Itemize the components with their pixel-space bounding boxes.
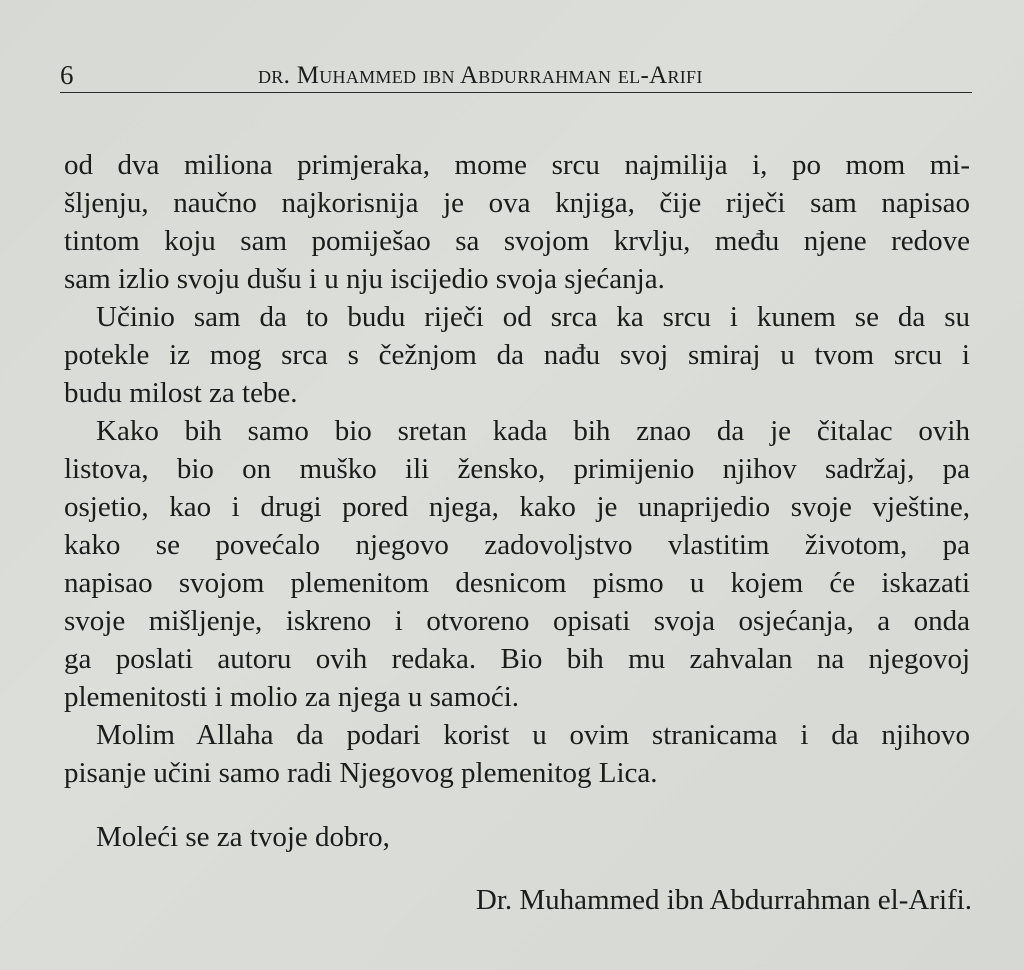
text-line: kako se povećalo njegovo zadovoljstvo vlastitim životom, pa [64, 529, 970, 561]
closing-line: Moleći se za tvoje dobro, [96, 821, 390, 853]
text-line: plemenitosti i molio za njega u samoći. [64, 681, 520, 713]
text-line: Kako bih samo bio sretan kada bih znao da je čitalac ovih [96, 415, 970, 447]
text-line: Molim Allaha da podari korist u ovim stranicama i da njihovo [96, 719, 970, 751]
body-text [64, 146, 970, 792]
text-line: Učinio sam da to budu riječi od srca ka srcu i kunem se da su [96, 301, 970, 333]
text-line: osjetio, kao i drugi pored njega, kako je unaprijedio svoje vještine, [64, 491, 970, 523]
text-line: listova, bio on muško ili žensko, primijenio njihov sadržaj, pa [64, 453, 970, 485]
text-line: pisanje učini samo radi Njegovog plemenitog Lica. [64, 757, 658, 789]
page-number: 6 [60, 60, 74, 90]
text-line: budu milost za tebe. [64, 377, 298, 409]
text-line: sam izlio svoju dušu i u nju iscijedio svoja sjećanja. [64, 263, 665, 295]
running-head: dr. Muhammed ibn Abdurrahman el-Arifi [258, 62, 703, 89]
text-line: od dva miliona primjeraka, mome srcu najmilija i, po mom mi- [64, 149, 970, 181]
text-line: svoje mišljenje, iskreno i otvoreno opisati svoja osjećanja, a onda [64, 605, 970, 637]
text-line: napisao svojom plemenitom desnicom pismo u kojem će iskazati [64, 567, 970, 599]
signature: Dr. Muhammed ibn Abdurrahman el-Arifi. [475, 884, 972, 916]
text-line: tintom koju sam pomiješao sa svojom krvlju, među njene redove [64, 225, 970, 257]
text-line: šljenju, naučno najkorisnija je ova knjiga, čije riječi sam napisao [64, 187, 970, 219]
text-line: potekle iz mog srca s čežnjom da nađu svoj smiraj u tvom srcu i [64, 339, 970, 371]
page-header [60, 58, 972, 93]
text-line: ga poslati autoru ovih redaka. Bio bih mu zahvalan na njegovoj [64, 643, 970, 675]
